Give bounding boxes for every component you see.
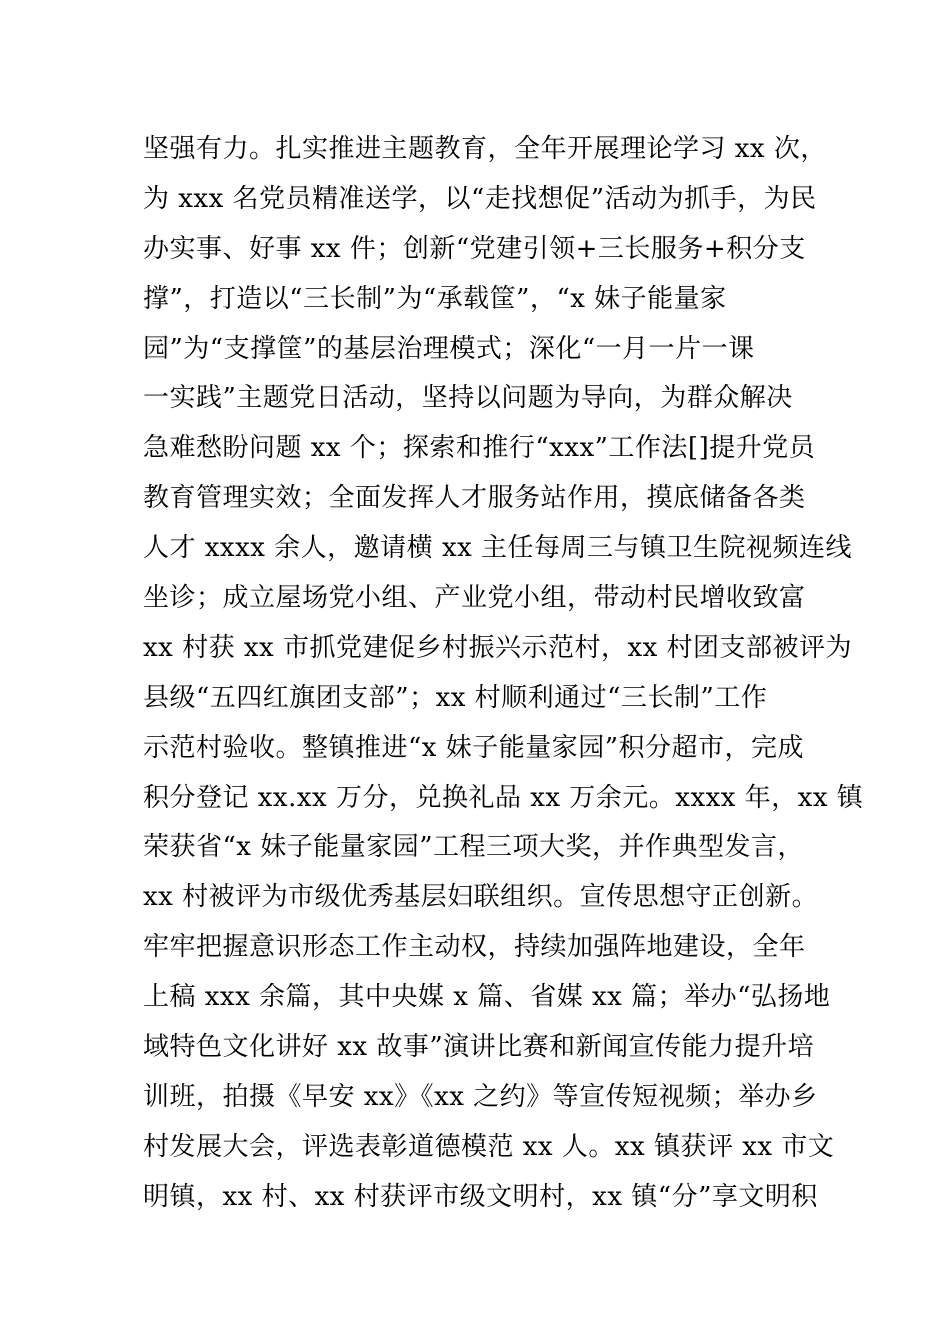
body-paragraph	[143, 125, 864, 1223]
text-line: xx 村被评为市级优秀基层妇联组织。宣传思想守正创新。	[143, 882, 819, 913]
text-line: 域特色文化讲好 xx 故事”演讲比赛和新闻宣传能力提升培	[143, 1032, 815, 1063]
text-line: 训班，拍摄《早安 xx》《xx 之约》等宣传短视频；举办乡	[143, 1081, 818, 1112]
text-line: 县级“五四红旗团支部”；xx 村顺利通过“三长制”工作	[143, 682, 768, 713]
text-line: 上稿 xxx 余篇，其中央媒 x 篇、省媒 xx 篇；举办“弘扬地	[143, 982, 831, 1013]
text-line: 明镇，xx 村、xx 村获评市级文明村，xx 镇“分”享文明积	[143, 1181, 818, 1212]
text-line: xx 村获 xx 市抓党建促乡村振兴示范村，xx 村团支部被评为	[143, 632, 853, 663]
text-line: 园”为“支撑筐”的基层治理模式；深化“一月一片一课	[143, 333, 755, 364]
text-line: 人才 xxxx 余人，邀请横 xx 主任每周三与镇卫生院视频连线	[143, 533, 853, 564]
text-line: 坚强有力。扎实推进主题教育，全年开展理论学习 xx 次，	[143, 134, 827, 164]
text-line: 荣获省“x 妹子能量家园”工程三项大奖，并作典型发言，	[143, 832, 805, 863]
text-line: 示范村验收。整镇推进“x 妹子能量家园”积分超市，完成	[143, 732, 805, 763]
text-line: 办实事、好事 xx 件；创新“党建引领+三长服务+积分支	[143, 233, 806, 264]
text-line: 一实践”主题党日活动，坚持以问题为导向，为群众解决	[143, 383, 793, 414]
text-line: 积分登记 xx.xx 万分，兑换礼品 xx 万余元。xxxx 年，xx 镇	[143, 782, 864, 813]
text-line: 撑”，打造以“三长制”为“承载筐”，“x 妹子能量家	[143, 283, 727, 314]
text-line: 教育管理实效；全面发挥人才服务站作用，摸底储备各类	[143, 483, 806, 514]
text-line: 急难愁盼问题 xx 个；探索和推行“xxx”工作法[]提升党员	[143, 433, 816, 464]
text-line: 村发展大会，评选表彰道德模范 xx 人。xx 镇获评 xx 市文	[143, 1131, 835, 1162]
text-line: 为 xxx 名党员精准送学，以“走找想促”活动为抓手，为民	[143, 183, 817, 214]
text-line: 牢牢把握意识形态工作主动权，持续加强阵地建设，全年	[143, 932, 806, 963]
text-line: 坐诊；成立屋场党小组、产业党小组，带动村民增收致富	[143, 583, 806, 614]
